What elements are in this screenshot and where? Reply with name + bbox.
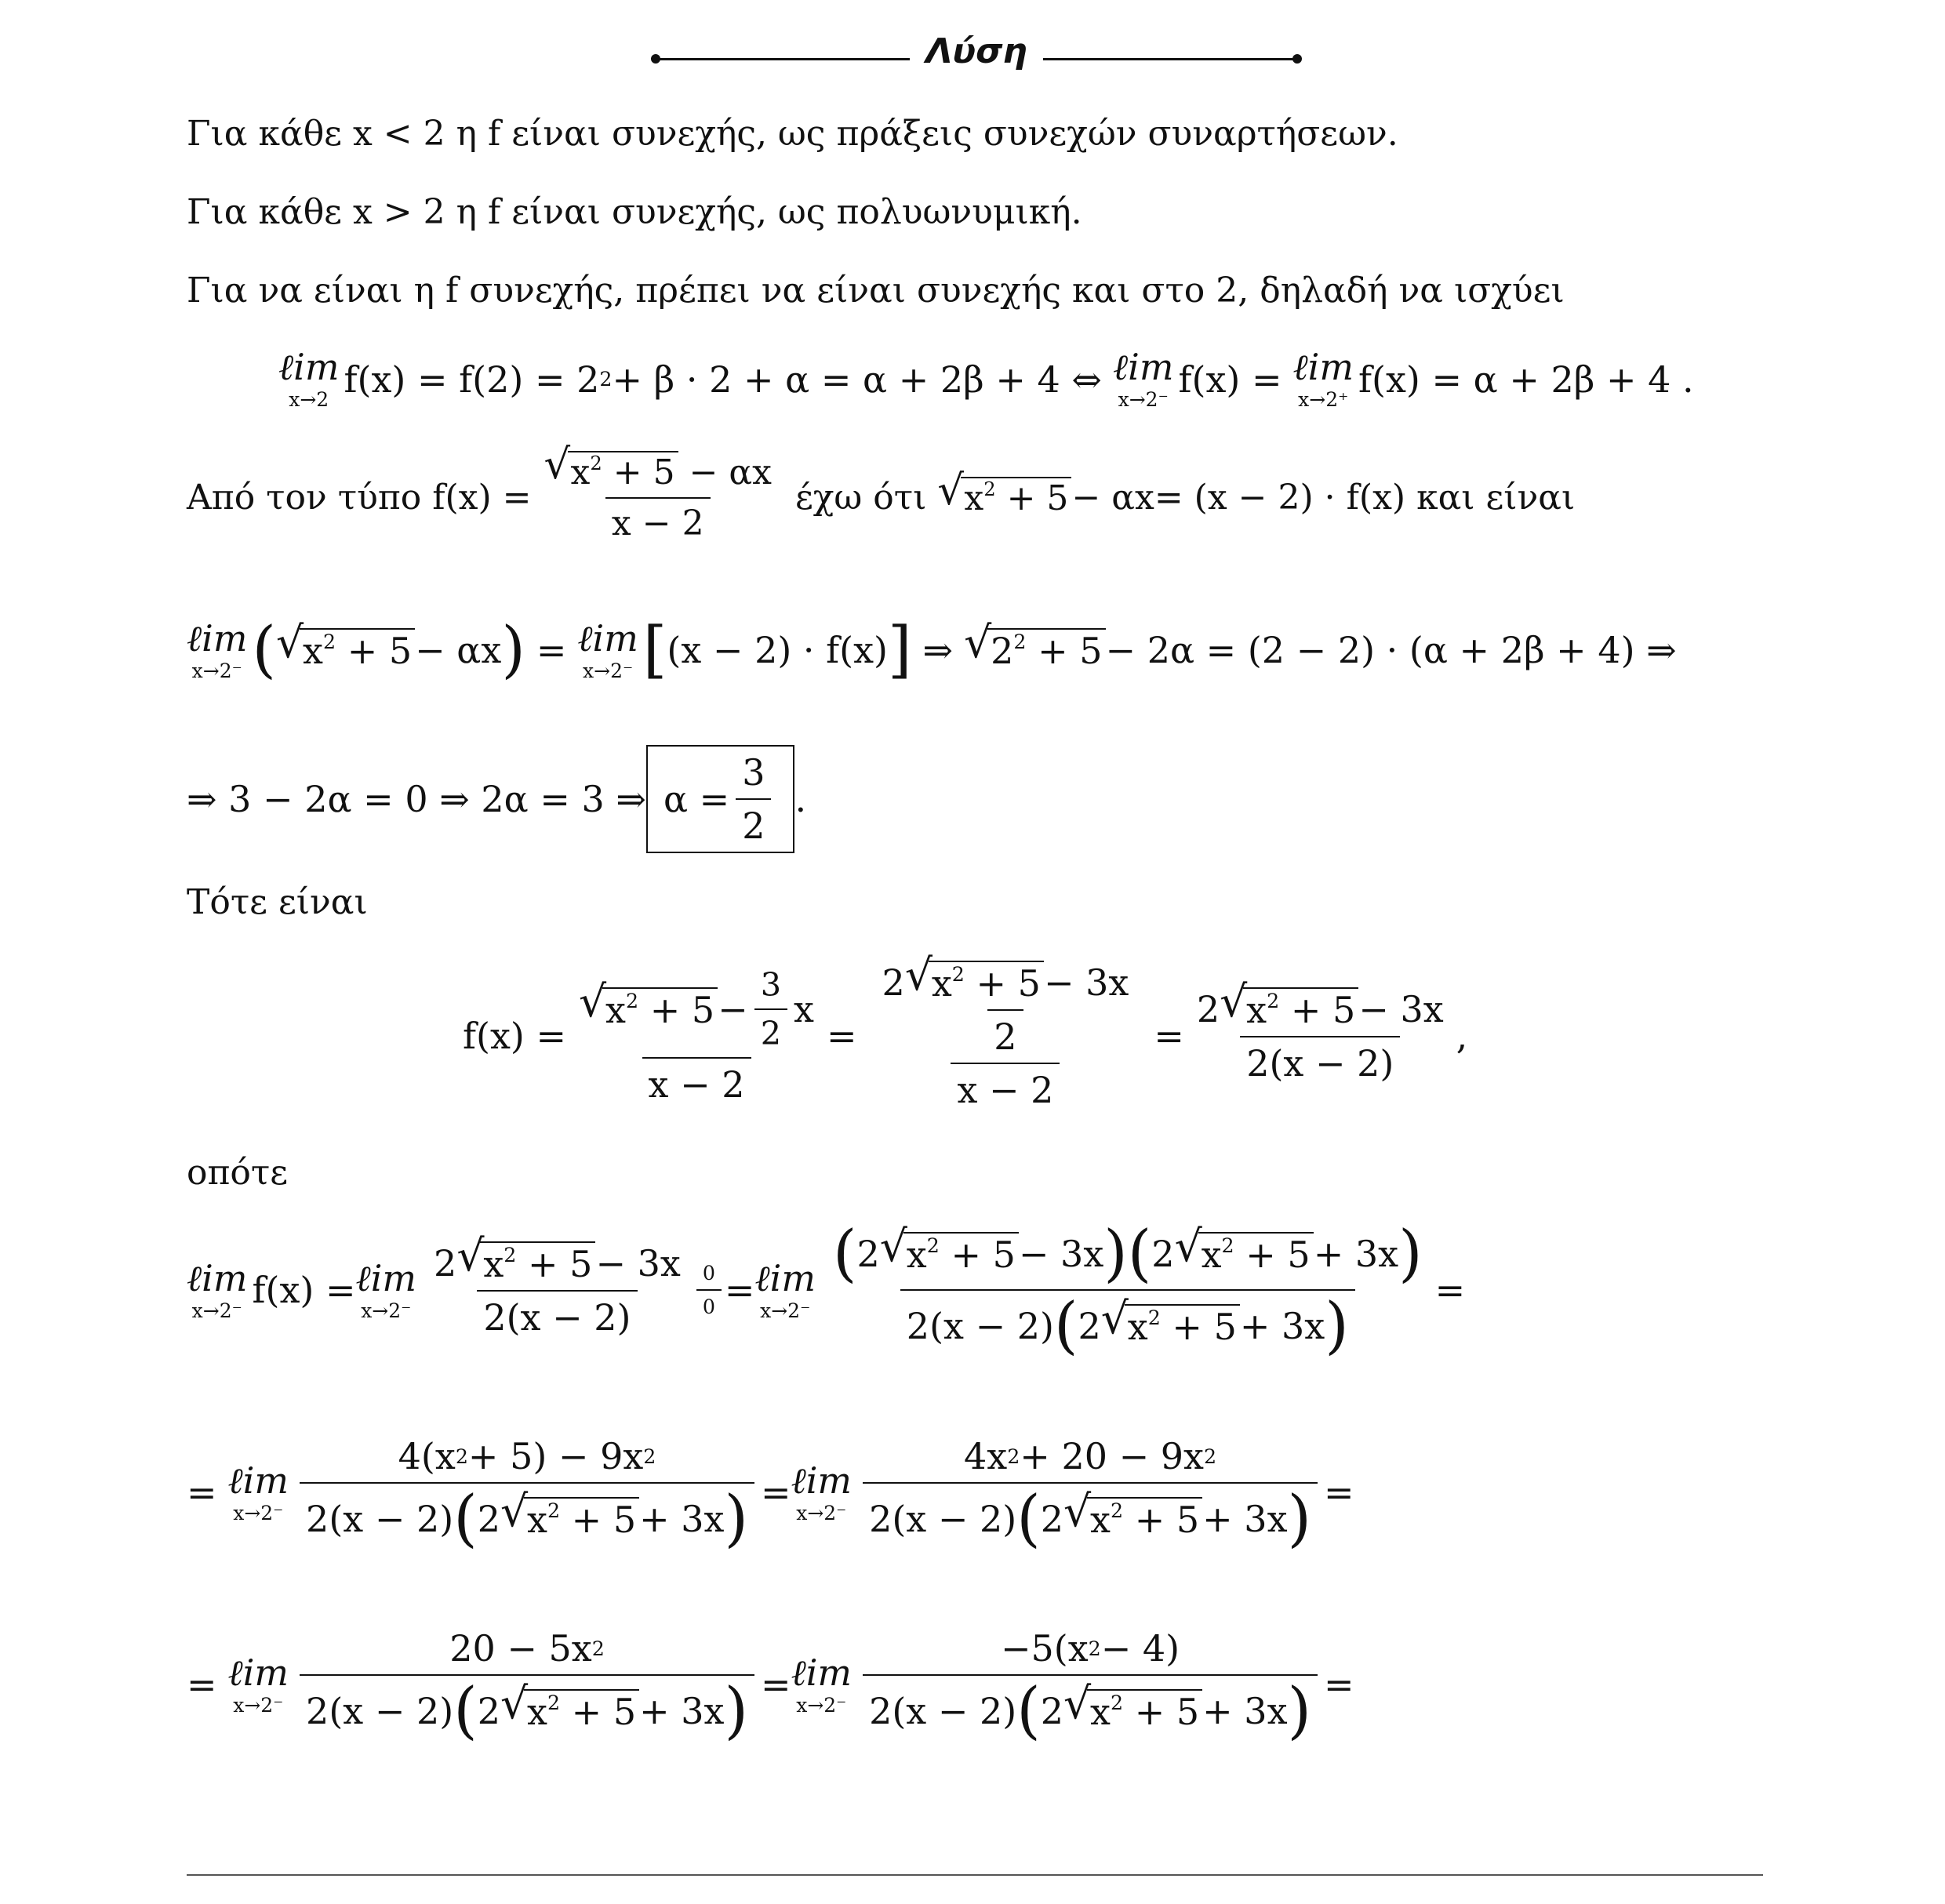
header-rule-right (1043, 58, 1296, 60)
limit-computation-3: = ℓim x→2⁻ 20 − 5x 2 2(x − 2) ( 2 √ $x^2 + 5$ + 3x ) = ℓim x→2⁻ −5(x 2 − 4) 2(x − 2) ( 2 √ $x^2 + 5$ + 3x ) = (187, 1627, 1354, 1746)
paragraph-1: Για κάθε x < 2 η f είναι συνεχής, ως πράξεις συνεχών συναρτήσεων. (187, 114, 1398, 154)
limit-operator-left: ℓim x→2⁻ (1112, 346, 1174, 411)
paragraph-2: Για κάθε x > 2 η f είναι συνεχής, ως πολυωνυμική. (187, 192, 1082, 232)
paragraph-tote: Τότε είναι (187, 882, 368, 922)
fraction-fx: √ $x^2 + 5 - \alpha x$ x − 2 (544, 441, 772, 544)
section-header (651, 31, 1302, 86)
limit-computation-1: ℓim x→2⁻ f(x) = ℓim x→2⁻ 2 √ $x^2 + 5$ − 3x 2(x − 2) $\frac{0}{0}$ = ℓim x→2⁻ ( 2 √ $x^2 + 5$ − 3x ) ( 2 √ $x^2 + 5$ + 3x ) 2(x − 2) ( 2 √ $x^2 + 5$ + 3x ) = (187, 1218, 1466, 1362)
paragraph-4: Από τον τύπο f(x) = √ $x^2 + 5 - \alpha x$ x − 2 έχω ότι √ $x^2 + 5$ − αx = (x − 2) · f(x) και είναι (187, 441, 1576, 544)
paragraph-3: Για να είναι η f συνεχής, πρέπει να είναι συνεχής και στο 2, δηλαδή να ισχύει (187, 271, 1565, 311)
boxed-result: α = $\frac{3}{2}$ (646, 745, 795, 853)
footer-rule (187, 1874, 1763, 1876)
section-title: Λύση (925, 31, 1027, 71)
limit-equation-2: ℓim x→2⁻ ( √ $x^2 + 5$ − αx ) = ℓim x→2⁻ [ (x − 2) · f(x) ] ⇒ √ $2^2 + 5$ − 2α = (2 − 2) · (α + 2β + 4) ⇒ (187, 614, 1677, 685)
header-rule-left (657, 58, 910, 60)
limit-computation-2: = ℓim x→2⁻ 4(x 2 + 5) − 9x 2 2(x − 2) ( 2 √ $x^2 + 5$ + 3x ) = ℓim x→2⁻ 4x 2 + 20 − 9x 2 2(x − 2) ( 2 √ $x^2 + 5$ + 3x ) = (187, 1435, 1354, 1554)
alpha-solution: ⇒ 3 − 2α = 0 ⇒ 2α = 3 ⇒ α = $\frac{3}{2}$ . (187, 745, 806, 853)
continuity-equation: ℓim x→2 f(x) = f(2) = 2 2 + β · 2 + α = α + 2β + 4 ⇔ ℓim x→2⁻ f(x) = ℓim x→2⁺ f(x) = α + 2β + 4 . (278, 346, 1694, 411)
header-dot-right (1292, 54, 1302, 64)
paragraph-opote: οπότε (187, 1153, 289, 1193)
limit-operator-right: ℓim x→2⁺ (1292, 346, 1354, 411)
fx-simplification: f(x) = √ $x^2 + 5$ − $\frac{3}{2}$ x x − 2 = 2 √ $x^2 + 5$ − 3x 2 x − 2 = 2 √ $x^2 + 5$ − 3x 2(x − 2) , (463, 950, 1468, 1111)
limit-operator: ℓim x→2 (278, 346, 340, 411)
